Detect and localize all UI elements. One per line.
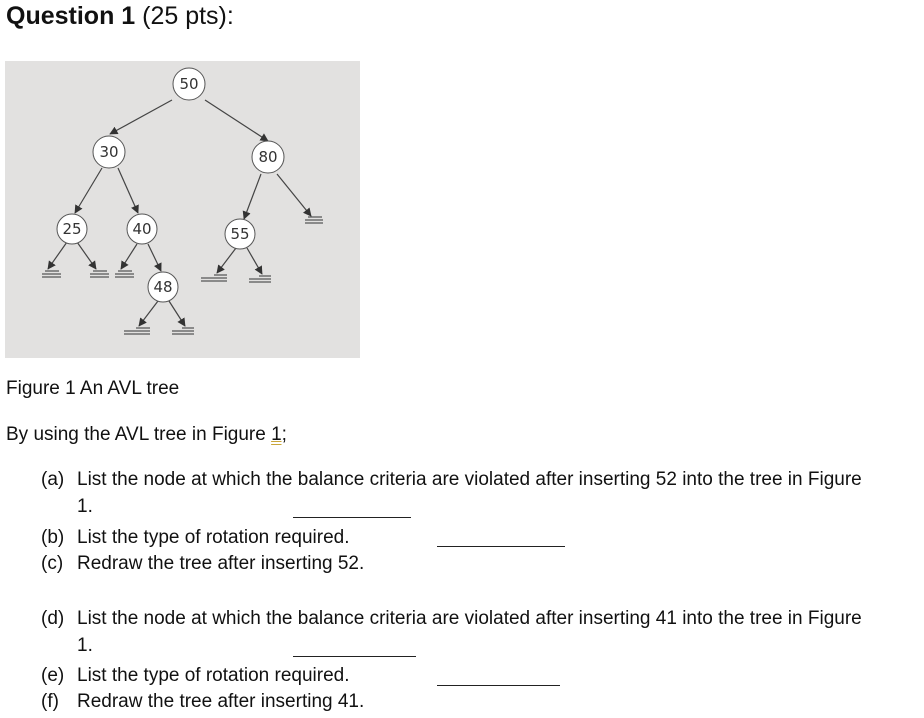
edge-55-nil-left <box>217 248 236 273</box>
item-d-line2: 1. <box>77 635 93 656</box>
null-icon <box>249 276 271 282</box>
edge-25-nil-left <box>48 242 67 269</box>
item-label-b: (b) <box>41 527 65 548</box>
intro-text <box>6 424 287 446</box>
item-a-line1: List the node at which the balance criteria are violated after inserting 52 into the tree in Figure <box>77 469 862 490</box>
item-d-line1: List the node at which the balance criteria are violated after inserting 41 into the tree in Figure <box>77 608 862 629</box>
question-points: (25 pts): <box>135 2 234 30</box>
item-label-c: (c) <box>41 553 64 574</box>
item-label-a: (a) <box>41 469 65 490</box>
answer-blank-b[interactable] <box>437 546 565 547</box>
edge-50-80 <box>205 100 268 141</box>
null-icon <box>115 271 134 277</box>
edge-55-nil-right <box>247 248 262 274</box>
svg-text:80: 80 <box>258 148 278 166</box>
svg-text:48: 48 <box>153 278 173 296</box>
null-icon <box>172 328 194 334</box>
edge-50-30 <box>110 100 172 134</box>
svg-text:55: 55 <box>230 225 250 243</box>
svg-text:30: 30 <box>99 143 119 161</box>
avl-tree-diagram <box>5 61 360 358</box>
tree-node <box>173 68 205 100</box>
tree-node <box>225 219 255 249</box>
tree-node <box>93 136 125 168</box>
edge-40-48 <box>148 244 161 271</box>
figure-caption: Figure 1 An AVL tree <box>6 378 180 399</box>
item-label-f: (f) <box>41 691 59 712</box>
edge-48-nil-right <box>169 301 185 326</box>
item-c-text: Redraw the tree after inserting 52. <box>77 553 365 574</box>
tree-node <box>148 272 178 302</box>
item-b-text: List the type of rotation required. <box>77 527 350 548</box>
item-f-text: Redraw the tree after inserting 41. <box>77 691 365 712</box>
svg-text:25: 25 <box>62 220 82 238</box>
answer-blank-e[interactable] <box>437 685 560 686</box>
edge-40-nil <box>121 244 137 269</box>
tree-node <box>127 214 157 244</box>
question-title <box>6 2 234 31</box>
edge-25-nil-right <box>77 242 96 269</box>
item-a-line2: 1. <box>77 496 93 517</box>
item-e-text: List the type of rotation required. <box>77 665 350 686</box>
figure-reference: 1; <box>271 424 287 445</box>
edge-30-40 <box>118 168 138 213</box>
item-label-d: (d) <box>41 608 65 629</box>
answer-blank-a[interactable] <box>293 517 411 518</box>
intro-prefix: By using the AVL tree in Figure <box>6 424 272 445</box>
edge-48-nil-left <box>139 301 158 326</box>
answer-blank-d[interactable] <box>293 656 416 657</box>
tree-nodes <box>57 68 284 302</box>
edge-80-55 <box>244 174 261 219</box>
null-icon <box>201 275 227 281</box>
edge-80-nil <box>277 174 311 216</box>
null-icon <box>42 271 61 277</box>
edge-30-25 <box>75 168 102 213</box>
item-label-e: (e) <box>41 665 65 686</box>
svg-text:40: 40 <box>132 220 152 238</box>
svg-text:50: 50 <box>179 75 199 93</box>
tree-edges <box>48 100 311 326</box>
avl-tree-figure <box>5 61 360 358</box>
null-icon <box>305 217 323 223</box>
null-icon <box>124 328 150 334</box>
tree-node <box>252 141 284 173</box>
tree-node <box>57 214 87 244</box>
null-icon <box>90 271 109 277</box>
question-title-bold: Question 1 <box>6 2 136 30</box>
